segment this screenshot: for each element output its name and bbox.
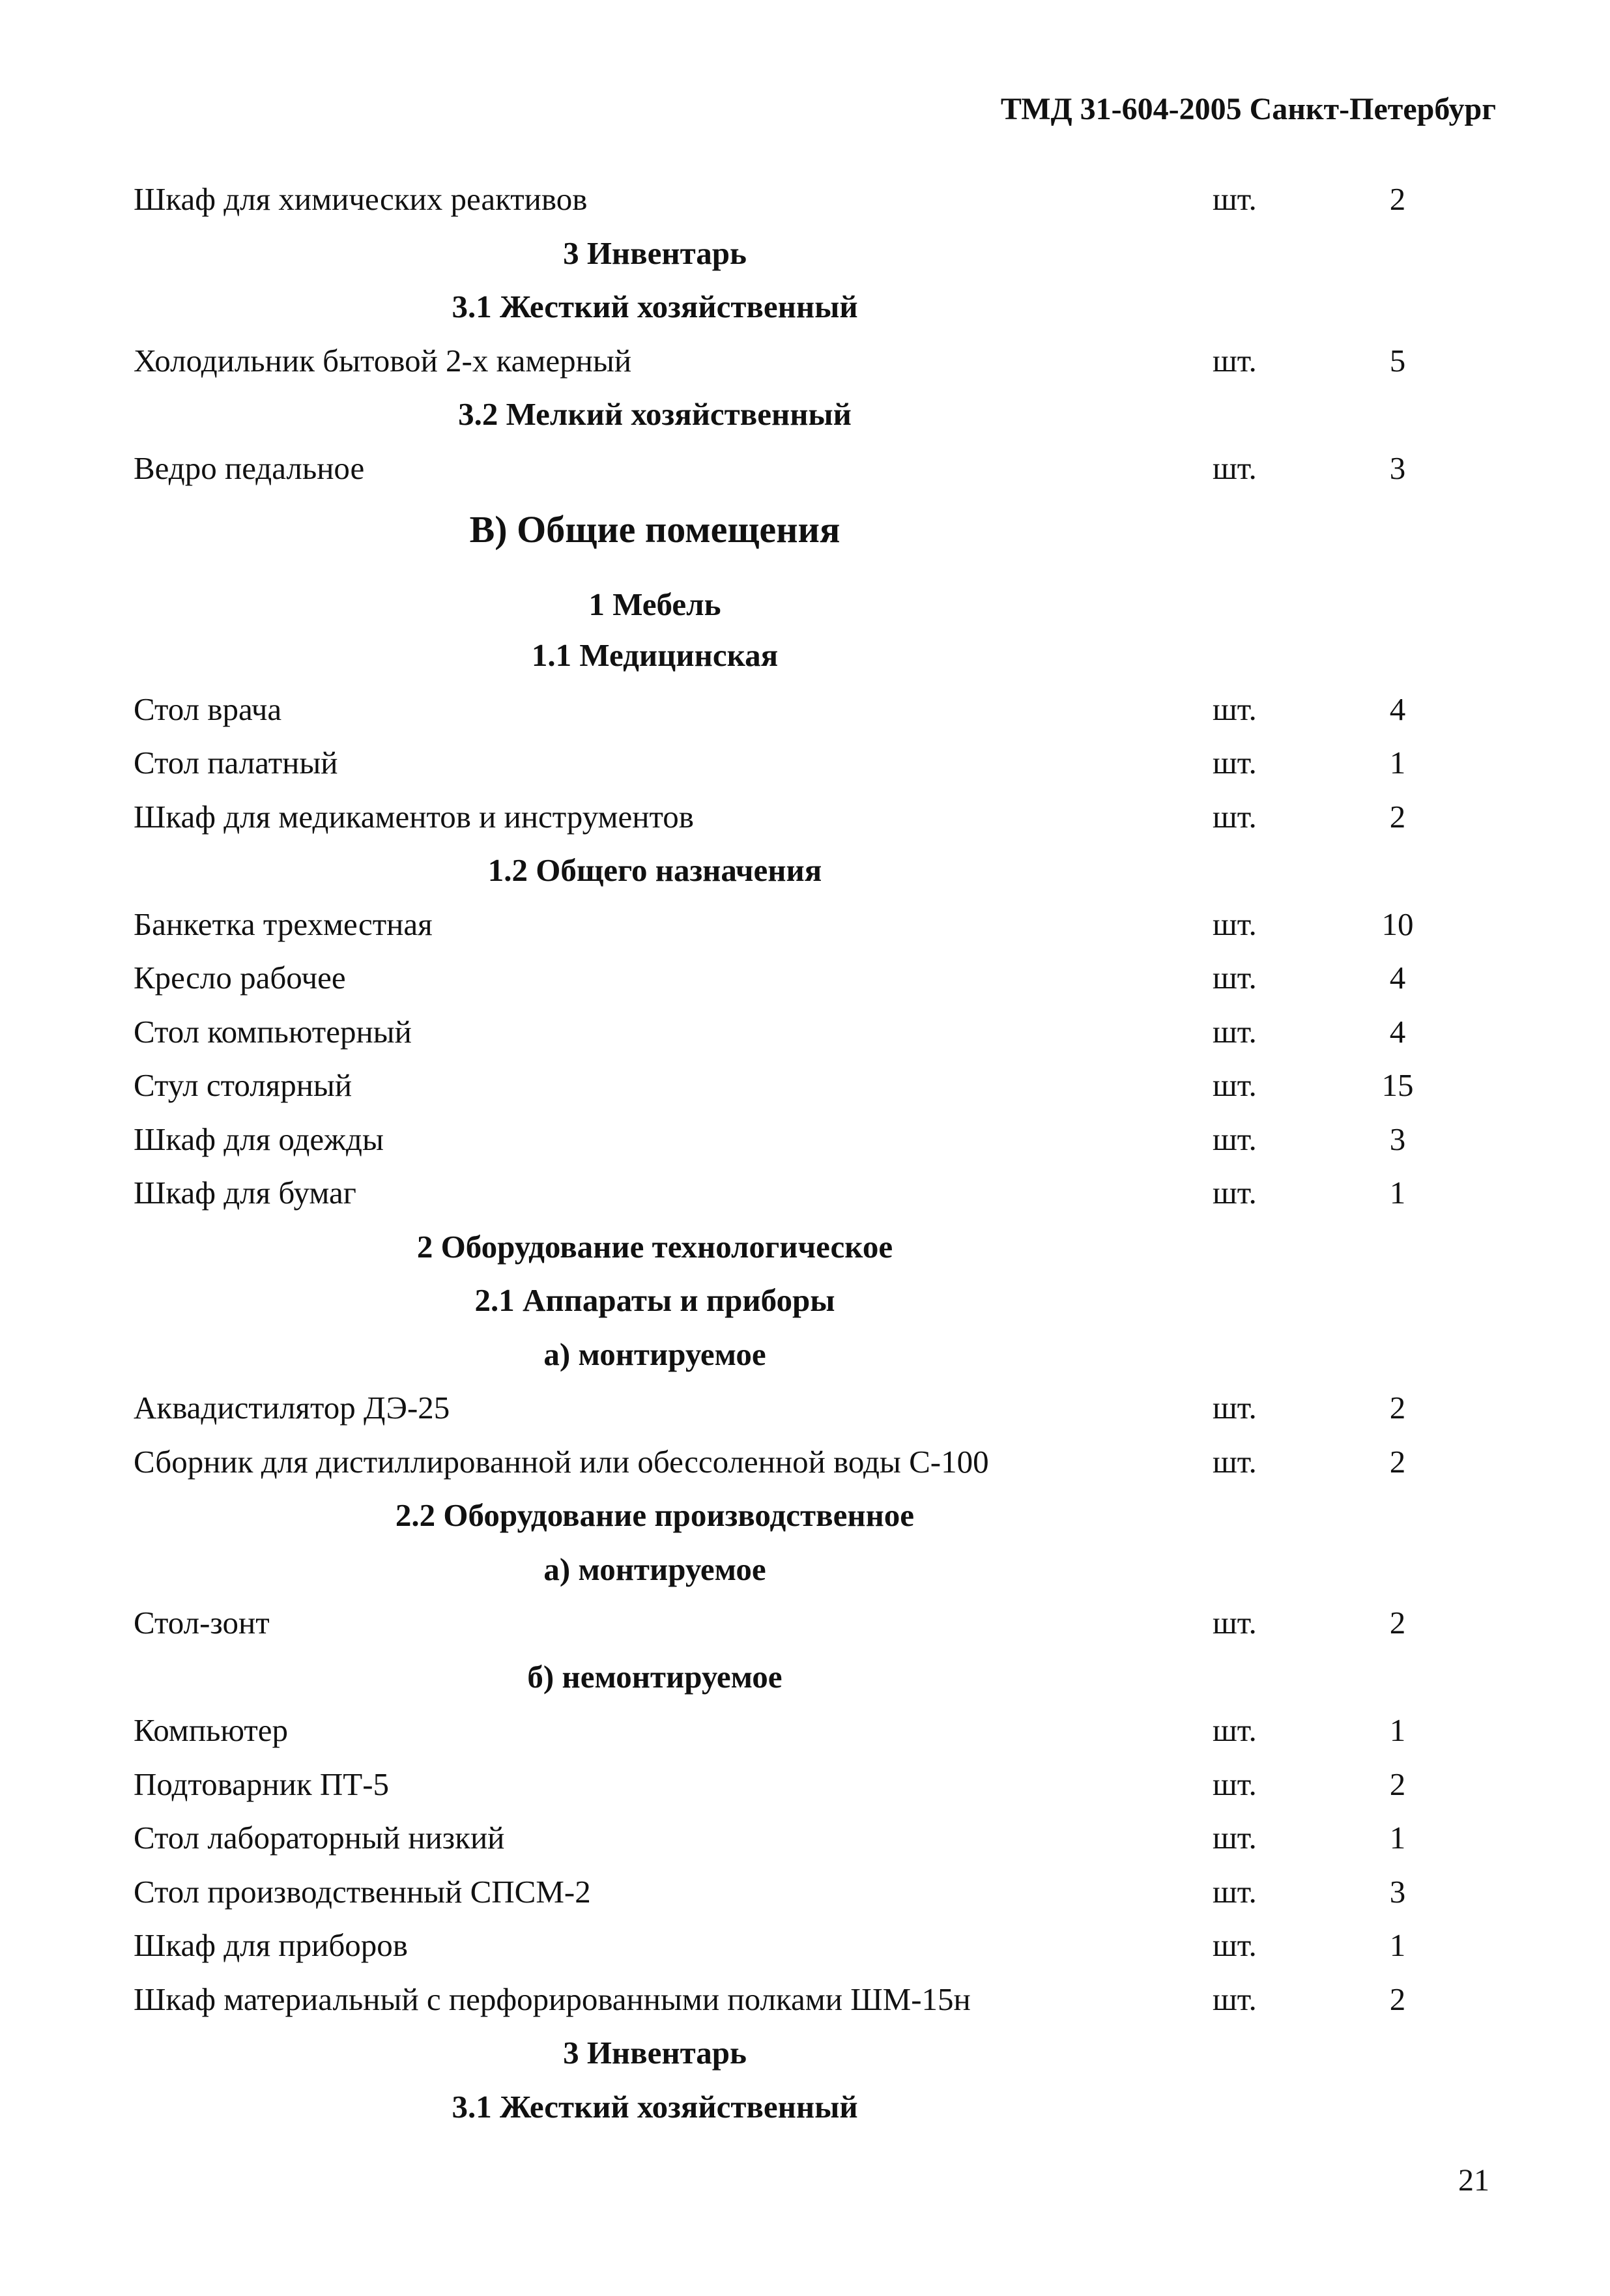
item-unit: шт. xyxy=(1213,1766,1257,1802)
item-name: Подтоварник ПТ-5 xyxy=(134,1766,390,1802)
section-heading: 2.1 Аппараты и приборы xyxy=(474,1282,835,1318)
section-heading: 3.1 Жесткий хозяйственный xyxy=(452,289,858,324)
item-name: Аквадистилятор ДЭ-25 xyxy=(134,1390,450,1426)
section-heading: 3.2 Мелкий хозяйственный xyxy=(458,396,852,432)
list-item xyxy=(134,1758,1502,1812)
item-name: Стол врача xyxy=(134,691,282,727)
item-name: Стол компьютерный xyxy=(134,1013,412,1050)
item-quantity: 4 xyxy=(1389,1013,1406,1050)
item-unit: шт. xyxy=(1213,1013,1257,1050)
item-quantity: 3 xyxy=(1389,1873,1406,1910)
item-name: Шкаф для приборов xyxy=(134,1927,408,1963)
list-item xyxy=(134,1704,1502,1758)
major-section-heading: В) Общие помещения xyxy=(469,508,841,551)
section-heading: 2.2 Оборудование производственное xyxy=(395,1497,915,1533)
list-item xyxy=(134,1435,1502,1489)
item-unit: шт. xyxy=(1213,1820,1257,1856)
list-item xyxy=(134,173,1502,227)
item-name: Стул столярный xyxy=(134,1067,352,1103)
item-unit: шт. xyxy=(1213,342,1257,379)
section-heading: б) немонтируемое xyxy=(527,1658,783,1695)
item-name: Холодильник бытовой 2-х камерный xyxy=(134,342,632,379)
item-name: Стол палатный xyxy=(134,745,338,781)
list-item xyxy=(134,1166,1502,1220)
item-quantity: 3 xyxy=(1389,1121,1406,1157)
section-heading: 2 Оборудование технологическое xyxy=(416,1228,893,1265)
item-name: Стол производственный СПСМ-2 xyxy=(134,1873,591,1910)
section-heading: 3.1 Жесткий хозяйственный xyxy=(452,2088,858,2125)
item-name: Шкаф для бумаг xyxy=(134,1175,356,1211)
item-unit: шт. xyxy=(1213,906,1257,942)
item-name: Шкаф для химических реактивов xyxy=(134,181,588,217)
list-item xyxy=(134,1865,1502,1919)
item-quantity: 4 xyxy=(1389,691,1406,727)
item-unit: шт. xyxy=(1213,1390,1257,1426)
item-unit: шт. xyxy=(1213,1443,1257,1480)
list-item xyxy=(134,442,1502,496)
item-unit: шт. xyxy=(1213,1981,1257,2017)
item-name: Стол лабораторный низкий xyxy=(134,1820,505,1856)
item-quantity: 2 xyxy=(1389,1766,1406,1802)
item-quantity: 2 xyxy=(1389,1981,1406,2017)
list-item xyxy=(134,736,1502,790)
item-quantity: 2 xyxy=(1389,1605,1406,1641)
list-item xyxy=(134,1811,1502,1865)
item-quantity: 4 xyxy=(1389,960,1406,996)
item-unit: шт. xyxy=(1213,798,1257,835)
item-unit: шт. xyxy=(1213,1712,1257,1748)
item-quantity: 2 xyxy=(1389,1443,1406,1480)
list-item xyxy=(134,951,1502,1005)
list-item xyxy=(134,683,1502,737)
section-heading: а) монтируемое xyxy=(543,1336,766,1372)
item-unit: шт. xyxy=(1213,1175,1257,1211)
item-unit: шт. xyxy=(1213,960,1257,996)
item-name: Банкетка трехместная xyxy=(134,906,433,942)
item-name: Ведро педальное xyxy=(134,450,365,486)
page-number: 21 xyxy=(1458,2163,1489,2198)
list-item xyxy=(134,1113,1502,1167)
item-quantity: 2 xyxy=(1389,798,1406,835)
list-item xyxy=(134,790,1502,844)
list-item xyxy=(134,1973,1502,2027)
item-unit: шт. xyxy=(1213,1067,1257,1103)
item-quantity: 5 xyxy=(1389,342,1406,379)
list-item xyxy=(134,1381,1502,1435)
item-name: Стол-зонт xyxy=(134,1605,270,1641)
item-unit: шт. xyxy=(1213,691,1257,727)
list-item xyxy=(134,1059,1502,1113)
document-header: ТМД 31-604-2005 Санкт-Петербург xyxy=(1000,92,1496,126)
item-name: Шкаф материальный с перфорированными полками ШМ-15н xyxy=(134,1981,971,2017)
list-item xyxy=(134,1596,1502,1650)
list-item xyxy=(134,334,1502,388)
item-quantity: 1 xyxy=(1389,1927,1406,1963)
item-quantity: 3 xyxy=(1389,450,1406,486)
equipment-list xyxy=(134,173,1502,2134)
item-name: Кресло рабочее xyxy=(134,960,346,996)
list-item xyxy=(134,1005,1502,1059)
item-name: Шкаф для медикаментов и инструментов xyxy=(134,798,694,835)
item-name: Шкаф для одежды xyxy=(134,1121,384,1157)
item-quantity: 2 xyxy=(1389,181,1406,217)
section-heading: а) монтируемое xyxy=(543,1551,766,1587)
section-heading: 1 Мебель xyxy=(588,586,721,622)
item-quantity: 1 xyxy=(1389,1820,1406,1856)
item-unit: шт. xyxy=(1213,1605,1257,1641)
item-quantity: 1 xyxy=(1389,745,1406,781)
section-heading: 3 Инвентарь xyxy=(563,2035,747,2071)
item-quantity: 1 xyxy=(1389,1712,1406,1748)
section-heading: 1.2 Общего назначения xyxy=(487,852,822,888)
section-heading: 1.1 Медицинская xyxy=(531,637,779,673)
item-unit: шт. xyxy=(1213,1927,1257,1963)
item-unit: шт. xyxy=(1213,1121,1257,1157)
item-unit: шт. xyxy=(1213,1873,1257,1910)
item-unit: шт. xyxy=(1213,745,1257,781)
item-quantity: 10 xyxy=(1381,906,1414,942)
list-item xyxy=(134,898,1502,952)
item-unit: шт. xyxy=(1213,450,1257,486)
item-quantity: 1 xyxy=(1389,1175,1406,1211)
item-quantity: 15 xyxy=(1381,1067,1414,1103)
section-heading: 3 Инвентарь xyxy=(563,235,747,271)
item-name: Сборник для дистиллированной или обессоленной воды С-100 xyxy=(134,1443,989,1480)
list-item xyxy=(134,1919,1502,1973)
item-name: Компьютер xyxy=(134,1712,289,1748)
item-quantity: 2 xyxy=(1389,1390,1406,1426)
item-unit: шт. xyxy=(1213,181,1257,217)
